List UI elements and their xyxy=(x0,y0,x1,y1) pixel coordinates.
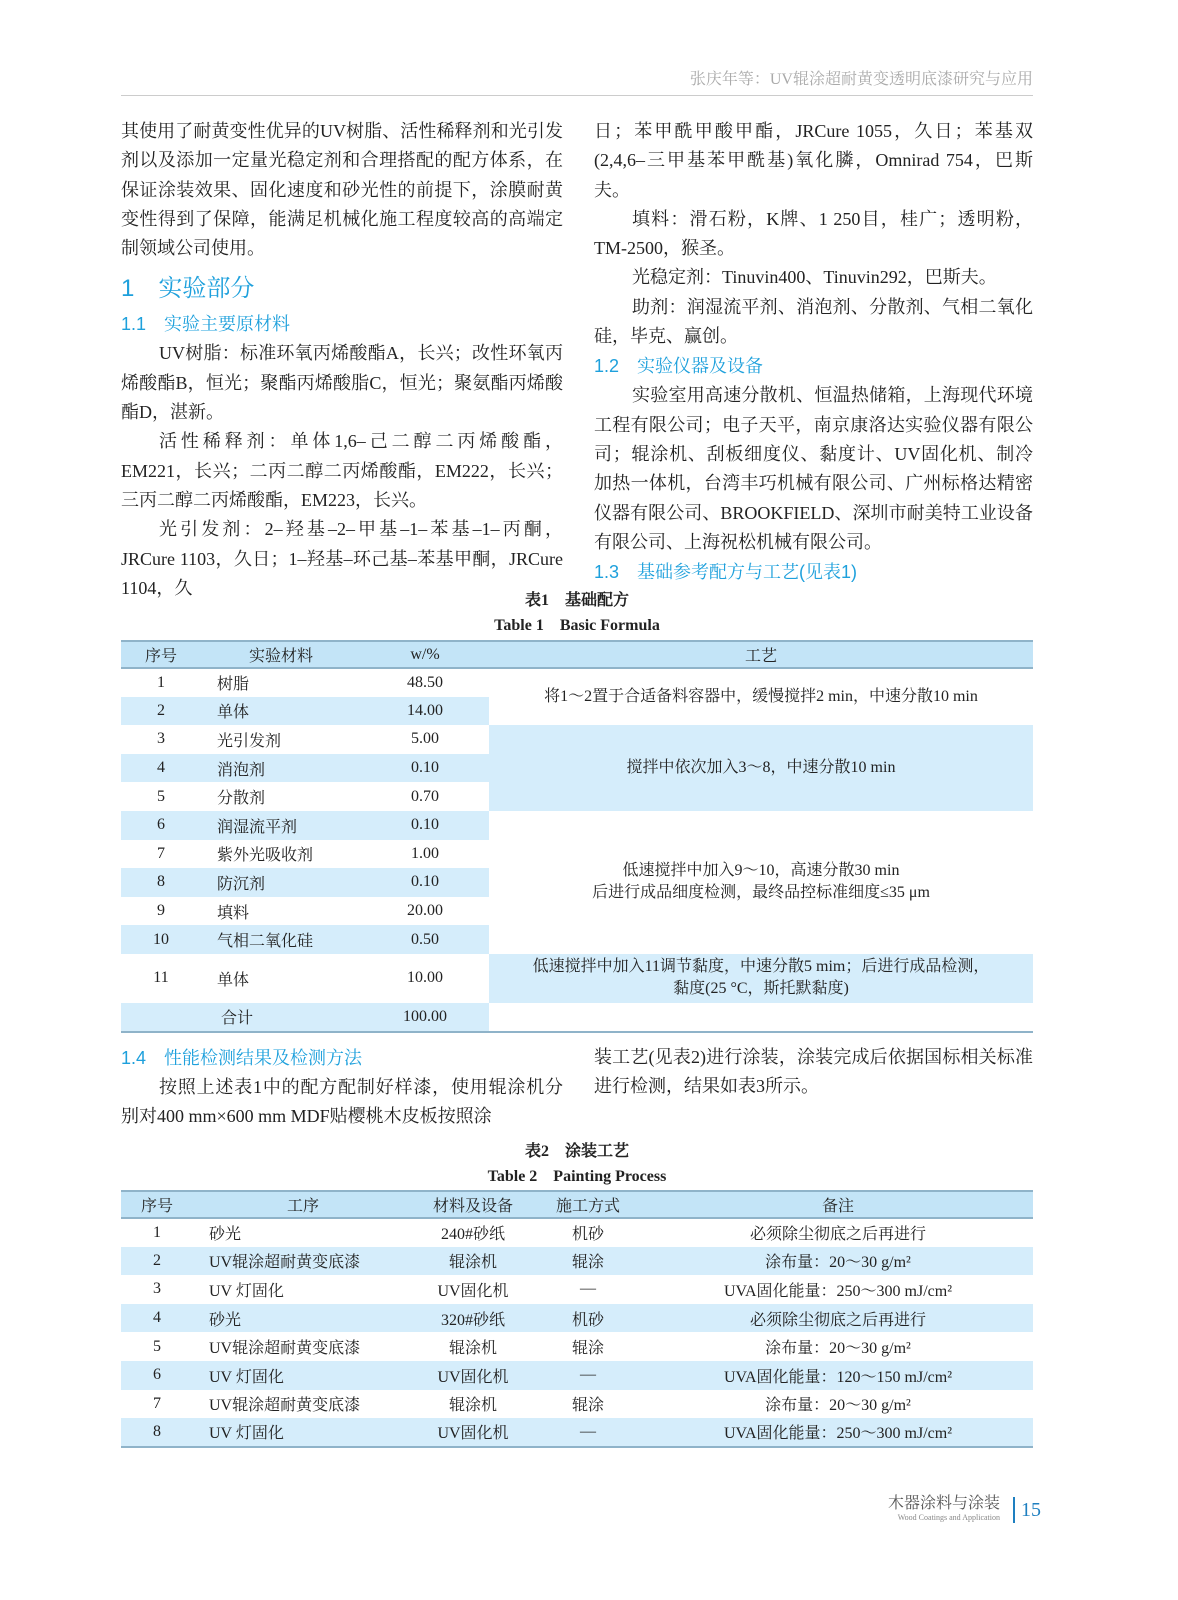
paragraph: 填料：滑石粉，K牌、1 250目，桂广；透明粉，TM-2500，猴圣。 xyxy=(594,208,1033,259)
table-cell: 分散剂 xyxy=(217,790,266,808)
table-row xyxy=(121,668,1033,697)
paragraph: 其使用了耐黄变性优异的UV树脂、活性稀释剂和光引发剂以及添加一定量光稳定剂和合理搭配的配方体系，在保证涂装效果、固化速度和砂光性的前提下，涂膜耐黄变性得到了保障，能满足机械化施工程度较高的高端定制领域公司使用。 xyxy=(121,121,563,259)
process-text: 黏度(25 °C，斯托默黏度) xyxy=(673,980,849,998)
table-cell: 8 xyxy=(121,868,201,897)
col-header: 施工方式 xyxy=(533,1191,643,1218)
table-cell: 0.50 xyxy=(361,925,489,954)
table-painting-process xyxy=(121,1190,1033,1448)
col-header: 序号 xyxy=(121,641,201,668)
table-cell: 紫外光吸收剂 xyxy=(217,847,314,865)
process-cell xyxy=(489,725,1033,811)
page-number: 15 xyxy=(1013,1497,1041,1523)
table-cell: 涂布量：20～30 g/m² xyxy=(643,1247,1033,1276)
subsection-heading: 1.3 基础参考配方与工艺(见表1) xyxy=(594,562,858,583)
process-cell xyxy=(489,668,1033,725)
process-cell xyxy=(489,811,1033,954)
table-cell: 3 xyxy=(153,1280,161,1298)
total-value: 100.00 xyxy=(361,1003,489,1032)
table-cell: 单体 xyxy=(217,971,250,989)
table-cell: 1 xyxy=(153,1223,161,1241)
table-row xyxy=(121,954,1033,1003)
table-row xyxy=(121,1390,1033,1419)
table-cell: 10 xyxy=(121,925,201,954)
table-cell: 8 xyxy=(121,1418,193,1447)
table-cell: 机砂 xyxy=(533,1304,643,1333)
table-cell: UVA固化能量：120～150 mJ/cm² xyxy=(643,1361,1033,1390)
table-cell: 3 xyxy=(157,730,165,748)
paragraph: 光引发剂：2–羟基–2–甲基–1–苯基–1–丙酮，JRCure 1103，久日；1–羟基–环己基–苯基甲酮，JRCure 1104，久 xyxy=(121,519,563,598)
table-cell: 填料 xyxy=(217,904,250,922)
paragraph: 光稳定剂：Tinuvin400、Tinuvin292，巴斯夫。 xyxy=(632,267,997,288)
table-cell: 20.00 xyxy=(407,902,443,920)
paragraph: 装工艺(见表2)进行涂装，涂装完成后依据国标相关标准进行检测，结果如表3所示。 xyxy=(594,1047,1033,1097)
total-label: 合计 xyxy=(201,1003,361,1032)
table-cell: 光引发剂 xyxy=(217,732,282,750)
process-cell xyxy=(489,954,1033,1003)
table-row xyxy=(121,1361,1033,1390)
table-cell: UV辊涂超耐黄变底漆 xyxy=(209,1340,361,1358)
right-column-2 xyxy=(594,1043,1033,1102)
table-row xyxy=(121,1332,1033,1361)
table-cell: 2 xyxy=(121,1247,193,1276)
col-header: 实验材料 xyxy=(201,641,361,668)
table-cell: — xyxy=(580,1280,596,1298)
table-cell: UV辊涂超耐黄变底漆 xyxy=(209,1397,361,1415)
table-row xyxy=(121,1418,1033,1447)
table-row xyxy=(121,1247,1033,1276)
table-cell: UV固化机 xyxy=(437,1282,509,1300)
table-cell: 1 xyxy=(157,673,165,691)
table-cell: 必须除尘彻底之后再进行 xyxy=(749,1226,926,1244)
process-text: 低速搅拌中加入9～10，高速分散30 min xyxy=(622,862,900,880)
table-cell: — xyxy=(533,1418,643,1447)
table-cell: 气相二氧化硅 xyxy=(201,925,361,954)
table-cell: 320#砂纸 xyxy=(413,1304,533,1333)
process-text: 后进行成品细度检测，最终品控标准细度≤35 μm xyxy=(592,884,930,902)
table-row xyxy=(121,1304,1033,1333)
col-header: 工艺 xyxy=(489,641,1033,668)
paragraph: 助剂：润湿流平剂、消泡剂、分散剂、气相二氧化硅，毕克、赢创。 xyxy=(594,296,1033,347)
table-cell: 9 xyxy=(157,902,165,920)
table-cell: UVA固化能量：250～300 mJ/cm² xyxy=(643,1418,1033,1447)
col-header: 材料及设备 xyxy=(413,1191,533,1218)
journal-footer xyxy=(888,1490,1000,1522)
table-cell: 10.00 xyxy=(407,969,443,987)
table-cell: UV辊涂超耐黄变底漆 xyxy=(193,1247,413,1276)
table1-caption-cn: 表1 基础配方 xyxy=(524,592,629,609)
table-cell: 7 xyxy=(153,1394,161,1412)
table-cell: 辊涂机 xyxy=(448,1340,497,1358)
table-cell: 4 xyxy=(121,1304,193,1333)
left-column xyxy=(121,117,563,603)
col-header: 备注 xyxy=(643,1191,1033,1218)
table-cell: 5 xyxy=(153,1337,161,1355)
table-cell: 必须除尘彻底之后再进行 xyxy=(643,1304,1033,1333)
table-cell: 0.70 xyxy=(411,787,439,805)
subsection-heading: 1.4 性能检测结果及检测方法 xyxy=(121,1048,363,1068)
table-cell: 砂光 xyxy=(209,1226,242,1244)
table-cell: 7 xyxy=(157,844,165,862)
table-cell: 防沉剂 xyxy=(201,868,361,897)
table-cell: 消泡剂 xyxy=(201,754,361,783)
paragraph: 按照上述表1中的配方配制好样漆，使用辊涂机分别对400 mm×600 mm MDF贴樱桃木皮板按照涂 xyxy=(121,1077,563,1127)
process-text: 搅拌中依次加入3～8，中速分散10 min xyxy=(626,759,896,777)
table-row xyxy=(121,725,1033,754)
table-cell: 机砂 xyxy=(571,1226,604,1244)
table-cell: UV固化机 xyxy=(413,1361,533,1390)
total-row xyxy=(121,1003,1033,1032)
journal-name-en: Wood Coatings and Application xyxy=(897,1513,1000,1522)
paragraph: 实验室用高速分散机、恒温热储箱，上海现代环境工程有限公司；电子天平，南京康洛达实验仪器有限公司；辊涂机、刮板细度仪、黏度计、UV固化机、制冷加热一体机，台湾丰巧机械有限公司、广州标格达精密仪器有限公司、BROOKFIELD、深圳市耐美特工业设备有限公司、上海祝松机械有限公司。 xyxy=(594,385,1033,552)
table-cell: 6 xyxy=(121,1361,193,1390)
table-cell: 涂布量：20～30 g/m² xyxy=(765,1397,911,1415)
table-cell: 辊涂 xyxy=(533,1247,643,1276)
table-cell: 5 xyxy=(157,787,165,805)
table-cell: UV 灯固化 xyxy=(209,1282,284,1300)
table-cell: 4 xyxy=(121,754,201,783)
table-cell: 涂布量：20～30 g/m² xyxy=(765,1340,911,1358)
table-cell: UVA固化能量：250～300 mJ/cm² xyxy=(723,1282,953,1300)
table-cell: 2 xyxy=(121,697,201,726)
table-row xyxy=(121,1218,1033,1247)
subsection-heading: 1.1 实验主要原材料 xyxy=(121,314,291,335)
table2-caption-en: Table 2 Painting Process xyxy=(487,1168,667,1185)
col-header: w/% xyxy=(361,641,489,668)
process-text: 低速搅拌中加入11调节黏度，中速分散5 mim；后进行成品检测， xyxy=(532,958,990,976)
table-cell: 辊涂 xyxy=(571,1397,604,1415)
table-cell: UV 灯固化 xyxy=(193,1418,413,1447)
table-cell: 辊涂 xyxy=(571,1340,604,1358)
table-cell: UV 灯固化 xyxy=(193,1361,413,1390)
table-cell: 0.10 xyxy=(361,754,489,783)
table-cell: UV固化机 xyxy=(413,1418,533,1447)
table-cell: 润湿流平剂 xyxy=(201,811,361,840)
table-cell: 5.00 xyxy=(411,730,439,748)
table-basic-formula xyxy=(121,640,1033,1033)
paragraph: 日；苯甲酰甲酸甲酯，JRCure 1055，久日；苯基双(2,4,6–三甲基苯甲酰基)氧化膦，Omnirad 754，巴斯夫。 xyxy=(594,121,1033,200)
table2-caption-cn: 表2 涂装工艺 xyxy=(524,1143,629,1160)
table-row xyxy=(121,811,1033,840)
table-cell: 单体 xyxy=(201,697,361,726)
table1-caption-en: Table 1 Basic Formula xyxy=(494,617,660,634)
table-cell: 14.00 xyxy=(361,697,489,726)
table-cell: 11 xyxy=(153,969,169,987)
table-cell: 0.10 xyxy=(361,811,489,840)
table-cell: 辊涂机 xyxy=(413,1247,533,1276)
running-head: 张庆年等：UV辊涂超耐黄变透明底漆研究与应用 xyxy=(121,66,1033,96)
table-cell: 辊涂机 xyxy=(448,1397,497,1415)
section-heading: 1 实验部分 xyxy=(121,275,255,303)
table-row xyxy=(121,1275,1033,1304)
table-cell: 48.50 xyxy=(407,673,443,691)
col-header: 序号 xyxy=(121,1191,193,1218)
table-cell: — xyxy=(533,1361,643,1390)
table-cell: 0.10 xyxy=(361,868,489,897)
right-column xyxy=(594,117,1033,587)
table-cell: 1.00 xyxy=(411,844,439,862)
table-cell xyxy=(489,1003,1033,1032)
table-cell: 240#砂纸 xyxy=(440,1226,505,1244)
table-cell: 树脂 xyxy=(217,676,250,694)
table-cell: 砂光 xyxy=(193,1304,413,1333)
table-cell: 6 xyxy=(121,811,201,840)
journal-name: 木器涂料与涂装 xyxy=(887,1495,1000,1512)
paragraph: 活性稀释剂：单体1,6–己二醇二丙烯酸酯，EM221，长兴；二丙二醇二丙烯酸酯，EM222，长兴；三丙二醇二丙烯酸酯，EM223，长兴。 xyxy=(121,431,563,510)
col-header: 工序 xyxy=(193,1191,413,1218)
table-cell xyxy=(121,1003,201,1032)
left-column-2 xyxy=(121,1043,563,1132)
subsection-heading: 1.2 实验仪器及设备 xyxy=(594,356,764,377)
paragraph: UV树脂：标准环氧丙烯酸酯A，长兴；改性环氧丙烯酸酯B，恒光；聚酯丙烯酸脂C，恒光；聚氨酯丙烯酸酯D，湛新。 xyxy=(121,343,563,423)
process-text: 将1～2置于合适备料容器中，缓慢搅拌2 min，中速分散10 min xyxy=(544,688,978,706)
